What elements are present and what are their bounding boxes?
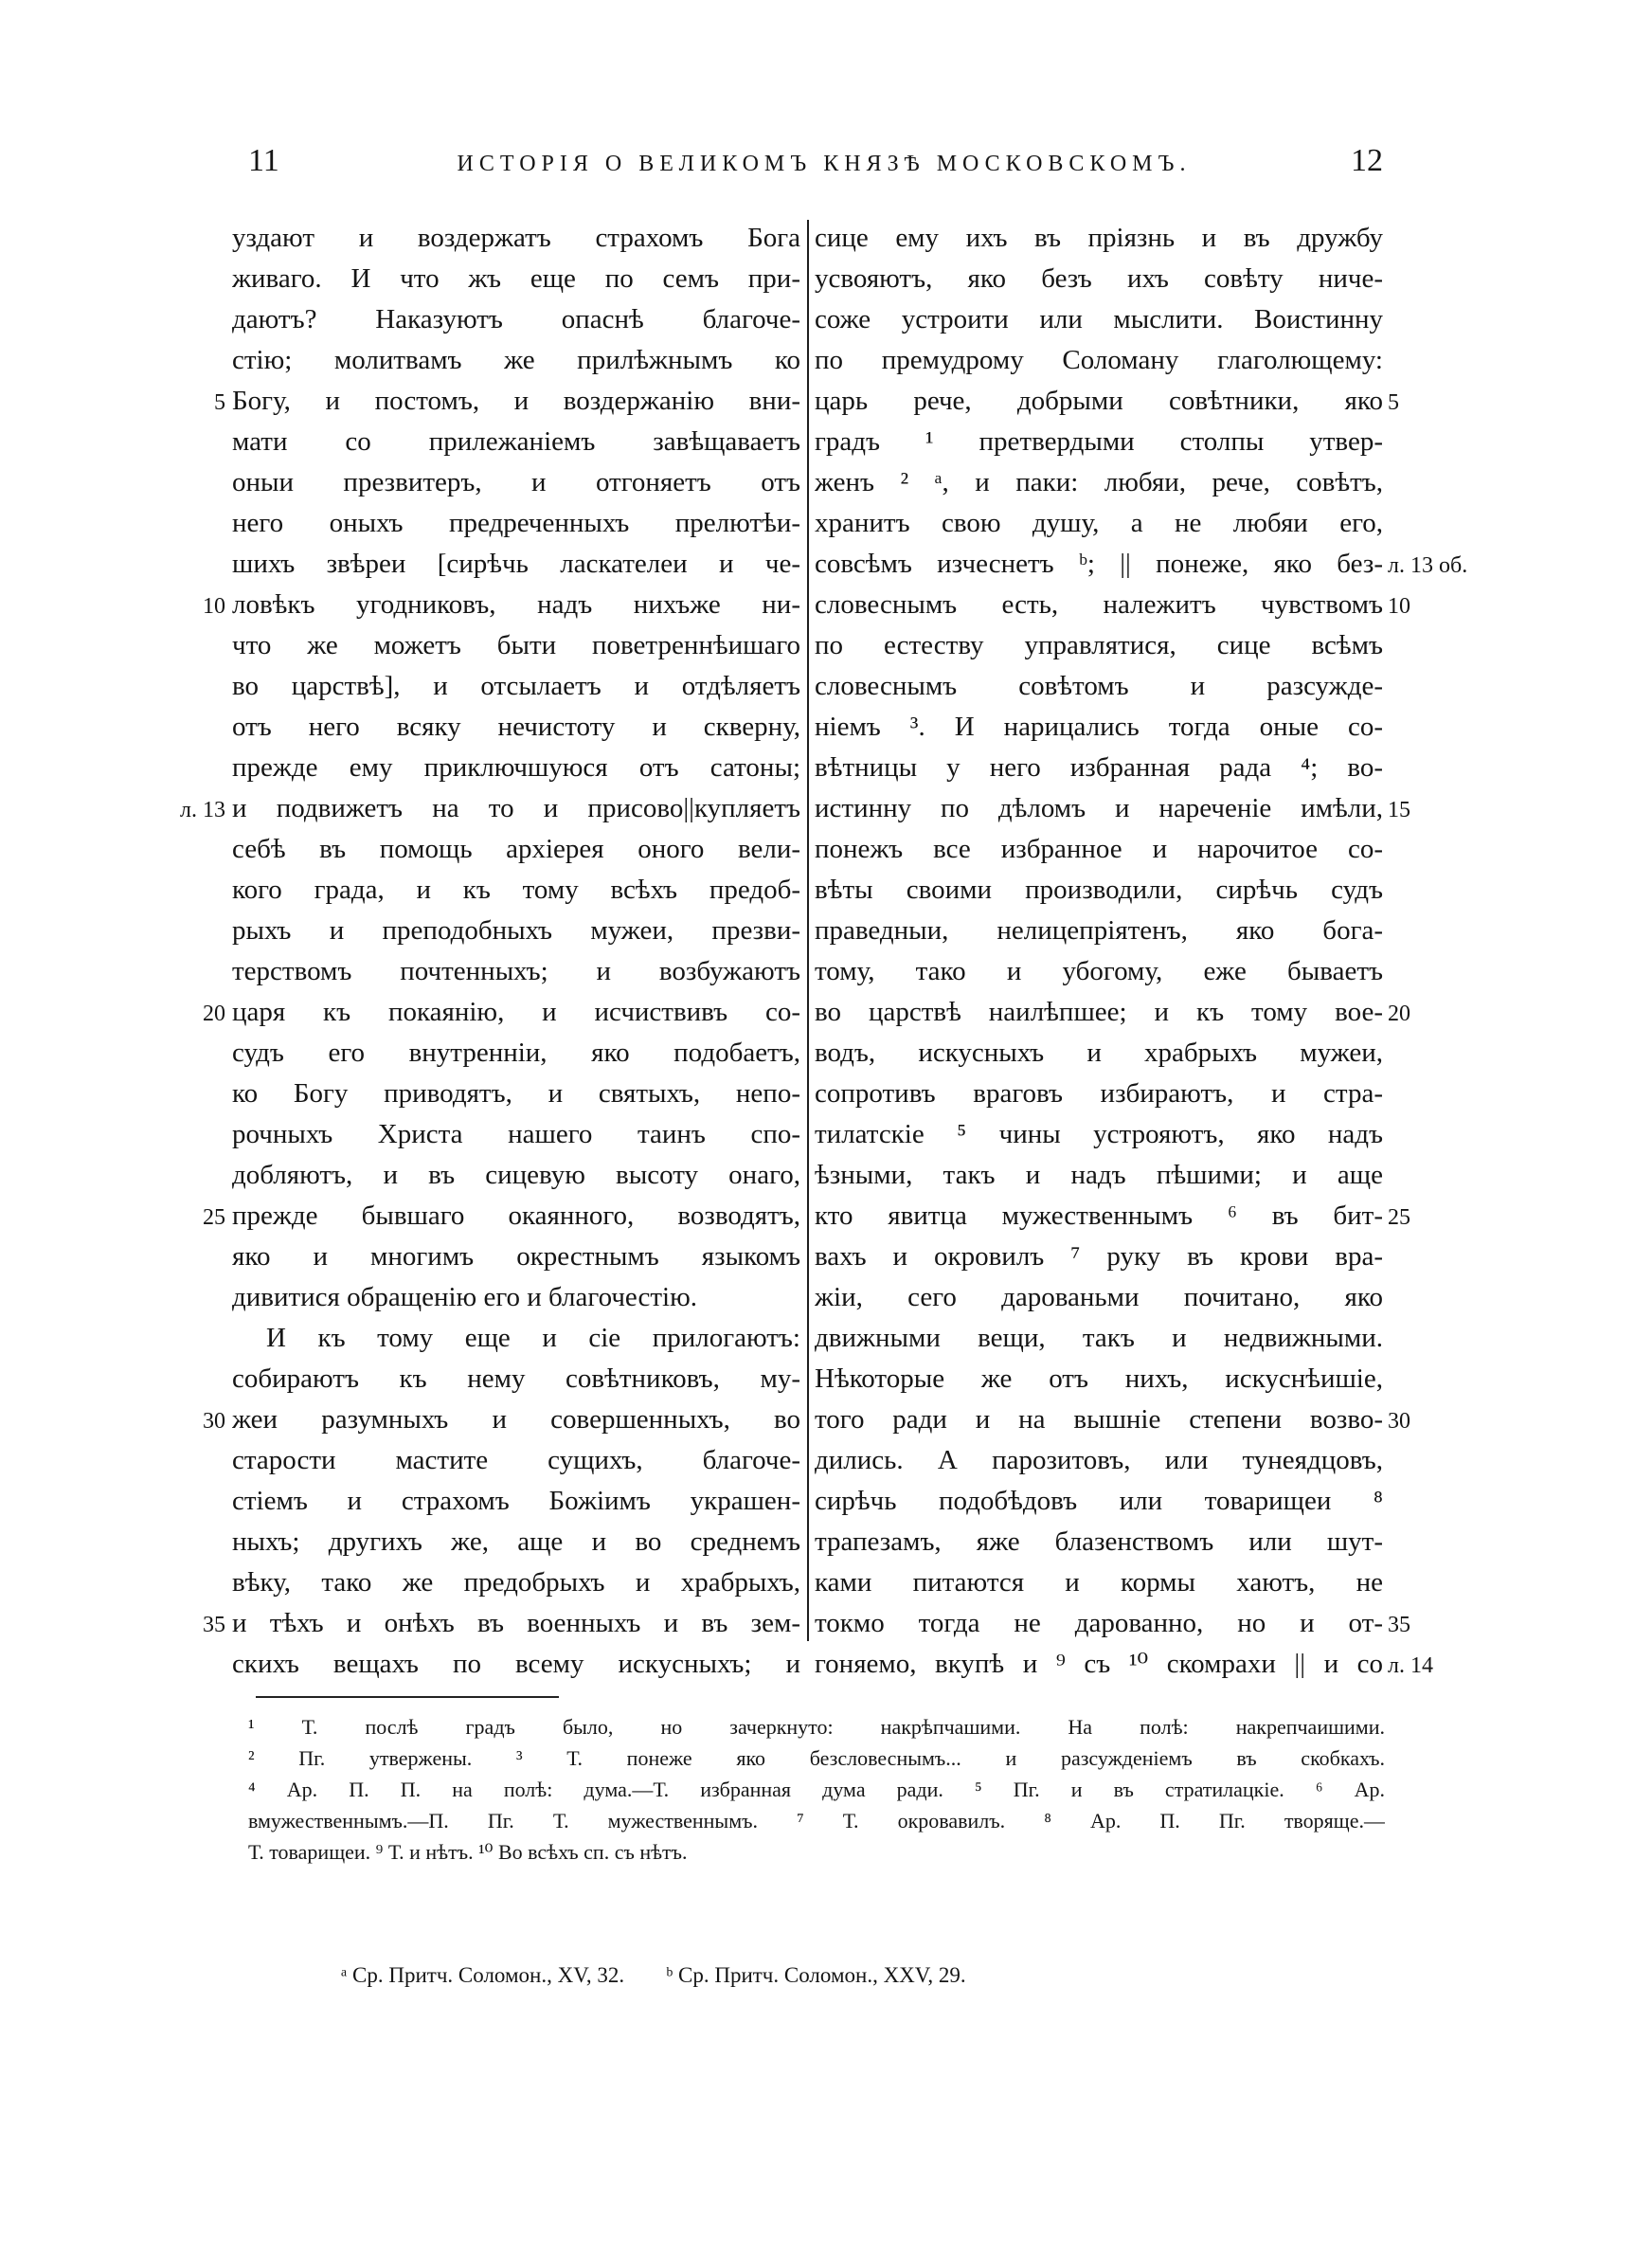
- text-line: совсѣмъ изчеснетъ ᵇ; || понеже, яко без-: [815, 549, 1383, 579]
- text-line: усвояютъ, яко безъ ихъ совѣту ниче-: [815, 263, 1383, 294]
- text-line: шихъ звѣреи [сирѣчь ласкателеи и че-: [232, 549, 800, 579]
- text-line: рочныхъ Христа нашего таинъ спо-: [232, 1119, 800, 1149]
- text-line: дивитися обращенію его и благочестію.: [232, 1282, 698, 1312]
- text-line: даютъ? Наказуютъ опаснѣ благоче-: [232, 304, 800, 334]
- running-title: ИСТОРІЯ О ВЕЛИКОМЪ КНЯЗѢ МОСКОВСКОМЪ.: [457, 152, 1192, 176]
- text-line: соже устроити или мыслити. Воистинну: [815, 304, 1383, 334]
- margin-line-number: 35: [1388, 1613, 1410, 1637]
- page-number-right: 12: [1351, 143, 1383, 178]
- text-line: старости мастите сущихъ, благоче-: [232, 1445, 800, 1475]
- text-line: кого града, и къ тому всѣхъ предоб-: [232, 875, 800, 905]
- text-line: кто явитца мужественнымъ ⁶ въ бит-: [815, 1201, 1383, 1231]
- text-line: движными вещи, такъ и недвижными.: [815, 1323, 1383, 1353]
- text-line: и подвижетъ на то и присово||купляетъ: [232, 793, 800, 823]
- scripture-references: [341, 1959, 1383, 1992]
- text-line: вахъ и окровилъ ⁷ руку въ крови вра-: [815, 1241, 1383, 1272]
- text-line: дились. А парозитовъ, или тунеядцовъ,: [815, 1445, 1383, 1475]
- text-line: жіи, сего дарованьми почитано, яко: [815, 1282, 1383, 1312]
- text-line: себѣ въ помощь архіерея оного вели-: [232, 834, 800, 864]
- text-line: ками питаются и кормы хаютъ, не: [815, 1567, 1383, 1598]
- text-line: царя къ покаянію, и исчиствивъ со-: [232, 997, 800, 1027]
- text-line: терствомъ почтенныхъ; и возбужаютъ: [232, 956, 800, 986]
- text-line: живаго. И что жъ еще по семъ при-: [232, 263, 800, 294]
- text-line: собираютъ къ нему совѣтниковъ, му-: [232, 1363, 800, 1394]
- footnote-line: ² Пг. утвержены. ³ Т. понеже яко безсловеснымъ... и разсужденіемъ въ скобкахъ.: [248, 1746, 1385, 1770]
- reference-note: ᵃ Ср. Притч. Соломон., XV, 32.: [341, 1963, 625, 1987]
- footnote-line: ⁴ Ар. П. П. на полѣ: дума.—Т. избранная дума ради. ⁵ Пг. и въ стратилацкіе. ⁶ Ар.: [248, 1778, 1385, 1801]
- text-line: отъ него всяку нечистоту и скверну,: [232, 712, 800, 742]
- text-line: царь рече, добрыми совѣтники, яко: [815, 386, 1383, 416]
- footnote-line: вмужественнымъ.—П. Пг. Т. мужественнымъ. ⁷ Т. окровавилъ. ⁸ Ар. П. Пг. творяще.—: [248, 1809, 1385, 1833]
- text-line: добляютъ, и въ сицевую высоту онаго,: [232, 1160, 800, 1190]
- text-line: скихъ вещахъ по всему искусныхъ; и: [232, 1649, 800, 1679]
- text-line: судъ его внутренніи, яко подобаетъ,: [232, 1038, 800, 1068]
- text-line: вѣты своими производили, сирѣчь судъ: [815, 875, 1383, 905]
- margin-line-number: 25: [203, 1205, 225, 1230]
- margin-line-number: л. 13: [180, 798, 225, 822]
- margin-line-number: 5: [1388, 390, 1399, 415]
- margin-line-number: 20: [1388, 1002, 1410, 1026]
- text-line: что же можетъ быти поветреннѣишаго: [232, 630, 800, 660]
- text-line: ніемъ ³. И нарицались тогда оные со-: [815, 712, 1383, 742]
- text-line: хранитъ свою душу, а не любяи его,: [815, 508, 1383, 538]
- text-line: мати со прилежаніемъ завѣщаваетъ: [232, 426, 800, 457]
- text-line: ѣзными, такъ и надъ пѣшими; и аще: [815, 1160, 1383, 1190]
- text-line: оныи презвитеръ, и отгоняетъ отъ: [232, 467, 800, 497]
- text-line: трапезамъ, яже блазенствомъ или шут-: [815, 1526, 1383, 1557]
- text-line: тилатскіе ⁵ чины устрояютъ, яко надъ: [815, 1119, 1383, 1149]
- margin-line-number: л. 14: [1388, 1653, 1433, 1678]
- text-line: ловѣкъ угодниковъ, надъ нихъже ни-: [232, 589, 800, 620]
- margin-line-number: л. 13 об.: [1388, 553, 1468, 578]
- text-line: словеснымъ совѣтомъ и разсужде-: [815, 671, 1383, 701]
- margin-line-number: 10: [203, 594, 225, 619]
- text-line: уздают и воздержатъ страхомъ Бога: [232, 223, 800, 253]
- text-line: Богу, и постомъ, и воздержанію вни-: [232, 386, 800, 416]
- footnote-rule: [256, 1696, 559, 1698]
- text-line: по премудрому Соломану глаголющему:: [815, 345, 1383, 375]
- text-line: прежде ему приключшуюся отъ сатоны;: [232, 752, 800, 783]
- reference-note: ᵇ Ср. Притч. Соломон., XXV, 29.: [666, 1963, 966, 1987]
- footnote-line: ¹ Т. послѣ градъ было, но зачеркнуто: накрѣпчашими. На полѣ: накрепчаишими.: [248, 1715, 1385, 1739]
- text-line: гоняемо, вкупѣ и ⁹ съ ¹⁰ скомрахи || и со: [815, 1649, 1383, 1679]
- text-line: вѣтницы у него избранная рада ⁴; во-: [815, 752, 1383, 783]
- margin-line-number: 15: [1388, 798, 1410, 822]
- right-text-column: [815, 218, 1383, 1685]
- text-line: по естеству управлятися, сице всѣмъ: [815, 630, 1383, 660]
- text-line: И къ тому еще и сіе прилогаютъ:: [266, 1323, 800, 1353]
- text-line: жеи разумныхъ и совершенныхъ, во: [232, 1404, 800, 1435]
- text-line: во царствѣ наилѣпшее; и къ тому вое-: [815, 997, 1383, 1027]
- margin-line-number: 25: [1388, 1205, 1410, 1230]
- text-line: и тѣхъ и онѣхъ въ военныхъ и въ зем-: [232, 1608, 800, 1638]
- margin-line-number: 35: [203, 1613, 225, 1637]
- text-line: водъ, искусныхъ и храбрыхъ мужеи,: [815, 1038, 1383, 1068]
- text-line: градъ ¹ претвердыми столпы утвер-: [815, 426, 1383, 457]
- text-line: истинну по дѣломъ и нареченіе имѣли,: [815, 793, 1383, 823]
- page-number-left: 11: [248, 143, 279, 178]
- text-line: рыхъ и преподобныхъ мужеи, презви-: [232, 915, 800, 946]
- footnotes: [248, 1711, 1385, 1868]
- text-line: женъ ² ᵃ, и паки: любяи, рече, совѣтъ,: [815, 467, 1383, 497]
- text-line: стіемъ и страхомъ Божіимъ украшен-: [232, 1486, 800, 1516]
- text-line: во царствѣ], и отсылаетъ и отдѣляетъ: [232, 671, 800, 701]
- margin-line-number: 10: [1388, 594, 1410, 619]
- text-line: словеснымъ есть, належитъ чувствомъ: [815, 589, 1383, 620]
- text-line: Нѣкоторые же отъ нихъ, искуснѣишіе,: [815, 1363, 1383, 1394]
- footnote-line: Т. товарищеи. ⁹ Т. и нѣтъ. ¹⁰ Во всѣхъ сп. съ нѣтъ.: [248, 1840, 688, 1864]
- text-line: токмо тогда не дарованно, но и от-: [815, 1608, 1383, 1638]
- text-line: сирѣчь подобѣдовъ или товарищеи ⁸: [815, 1486, 1383, 1516]
- margin-line-number: 20: [203, 1002, 225, 1026]
- text-line: того ради и на вышніе степени возво-: [815, 1404, 1383, 1435]
- left-text-column: [232, 218, 800, 1685]
- text-line: сопротивъ враговъ избираютъ, и стра-: [815, 1078, 1383, 1109]
- text-line: него оныхъ предреченныхъ прелютѣи-: [232, 508, 800, 538]
- text-line: ко Богу приводятъ, и святыхъ, непо-: [232, 1078, 800, 1109]
- text-line: тому, тако и убогому, еже бываетъ: [815, 956, 1383, 986]
- column-divider: [807, 220, 809, 1641]
- text-line: вѣку, тако же предобрыхъ и храбрыхъ,: [232, 1567, 800, 1598]
- margin-line-number: 30: [1388, 1409, 1410, 1434]
- text-line: ныхъ; другихъ же, аще и во среднемъ: [232, 1526, 800, 1557]
- margin-line-number: 5: [214, 390, 225, 415]
- text-line: прежде бывшаго окаянного, возводятъ,: [232, 1201, 800, 1231]
- margin-line-number: 30: [203, 1409, 225, 1434]
- text-line: яко и многимъ окрестнымъ языкомъ: [232, 1241, 800, 1272]
- text-line: сице ему ихъ въ пріязнь и въ дружбу: [815, 223, 1383, 253]
- text-line: праведныи, нелицепріятенъ, яко бога-: [815, 915, 1383, 946]
- text-line: понежъ все избранное и нарочитое со-: [815, 834, 1383, 864]
- text-line: стію; молитвамъ же прилѣжнымъ ко: [232, 345, 800, 375]
